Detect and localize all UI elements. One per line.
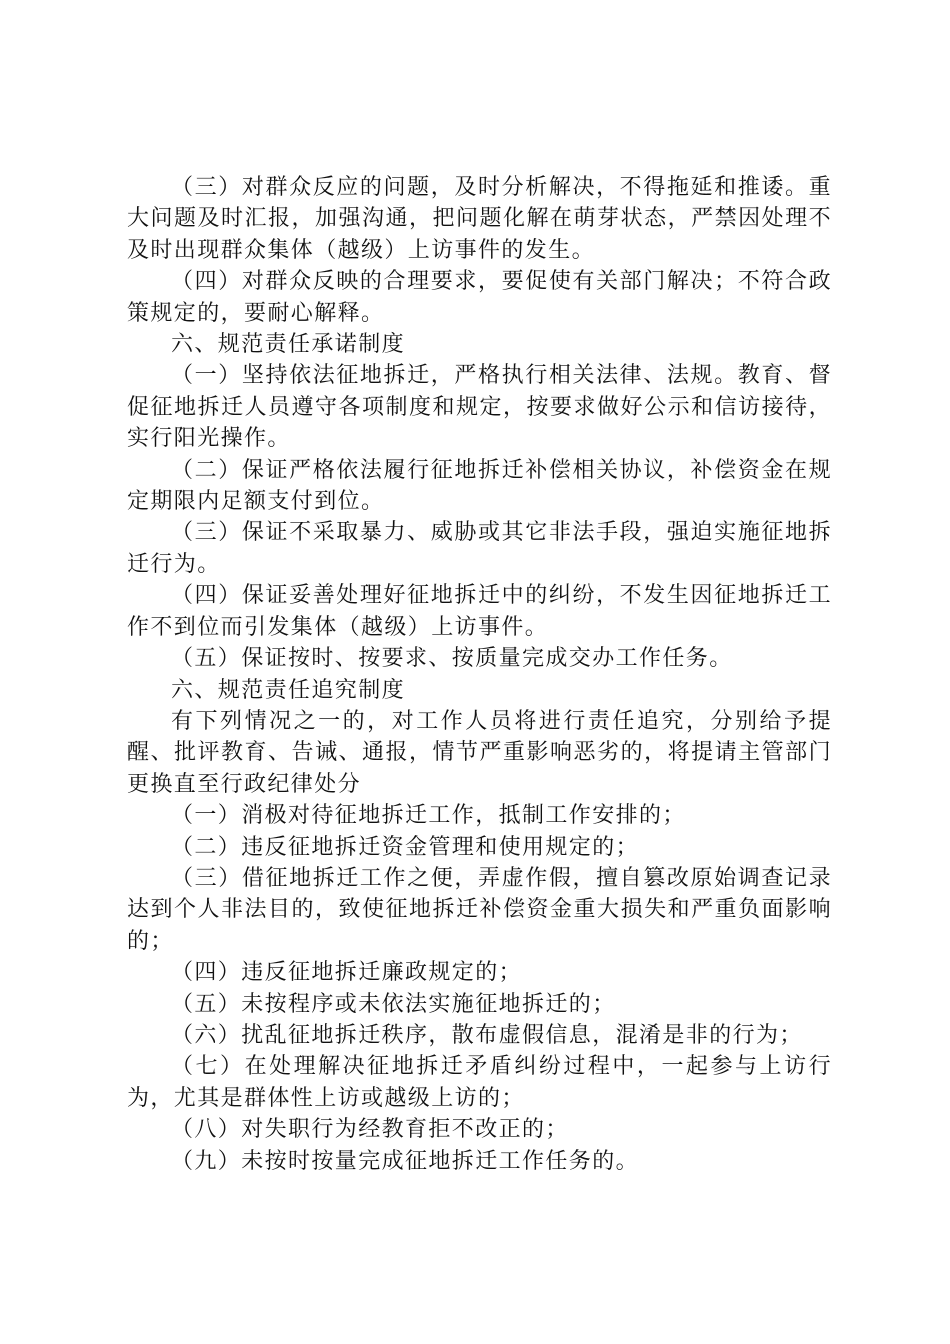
paragraph-4: （二）保证严格依法履行征地拆迁补偿相关协议，补偿资金在规定期限内足额支付到位。 bbox=[127, 457, 832, 515]
paragraph-13: （五）未按程序或未依法实施征地拆迁的； bbox=[171, 991, 616, 1017]
paragraph-15: （七）在处理解决征地拆迁矛盾纠纷过程中，一起参与上访行为，尤其是群体性上访或越级上访的； bbox=[127, 1054, 832, 1111]
paragraph-16: （八）对失职行为经教育拒不改正的； bbox=[171, 1117, 569, 1143]
paragraph-8: 有下列情况之一的，对工作人员将进行责任追究，分别给予提醒、批评教育、告诫、通报，情节严重影响恶劣的，将提请主管部门更换直至行政纪律处分 bbox=[127, 708, 832, 797]
section-heading-accountability: 六、规范责任追究制度 bbox=[171, 677, 406, 703]
paragraph-14: （六）扰乱征地拆迁秩序，散布虚假信息，混淆是非的行为； bbox=[171, 1022, 803, 1048]
paragraph-1: （三）对群众反应的问题，及时分析解决，不得拖延和推诿。重大问题及时汇报，加强沟通，把问题化解在萌芽状态，严禁因处理不及时出现群众集体（越级）上访事件的发生。 bbox=[127, 175, 832, 263]
paragraph-7: （五）保证按时、按要求、按质量完成交办工作任务。 bbox=[171, 646, 733, 672]
paragraph-11: （三）借征地拆迁工作之便，弄虚作假，擅自篡改原始调查记录达到个人非法目的，致使征地拆迁补偿资金重大损失和严重负面影响的； bbox=[127, 865, 832, 954]
paragraph-2: （四）对群众反映的合理要求，要促使有关部门解决；不符合政策规定的，要耐心解释。 bbox=[127, 269, 832, 326]
paragraph-10: （二）违反征地拆迁资金管理和使用规定的； bbox=[171, 834, 640, 860]
paragraph-5: （三）保证不采取暴力、威胁或其它非法手段，强迫实施征地拆迁行为。 bbox=[127, 520, 832, 577]
paragraph-6: （四）保证妥善处理好征地拆迁中的纠纷，不发生因征地拆迁工作不到位而引发集体（越级）上访事件。 bbox=[127, 583, 832, 640]
section-heading-commitment: 六、规范责任承诺制度 bbox=[171, 332, 406, 358]
paragraph-3: （一）坚持依法征地拆迁，严格执行相关法律、法规。教育、督促征地拆迁人员遵守各项制度和规定，按要求做好公示和信访接待，实行阳光操作。 bbox=[127, 363, 832, 452]
paragraph-17: （九）未按时按量完成征地拆迁工作任务的。 bbox=[171, 1148, 640, 1174]
paragraph-9: （一）消极对待征地拆迁工作，抵制工作安排的； bbox=[171, 803, 686, 829]
paragraph-12: （四）违反征地拆迁廉政规定的； bbox=[171, 960, 523, 986]
document-body bbox=[127, 172, 832, 1177]
